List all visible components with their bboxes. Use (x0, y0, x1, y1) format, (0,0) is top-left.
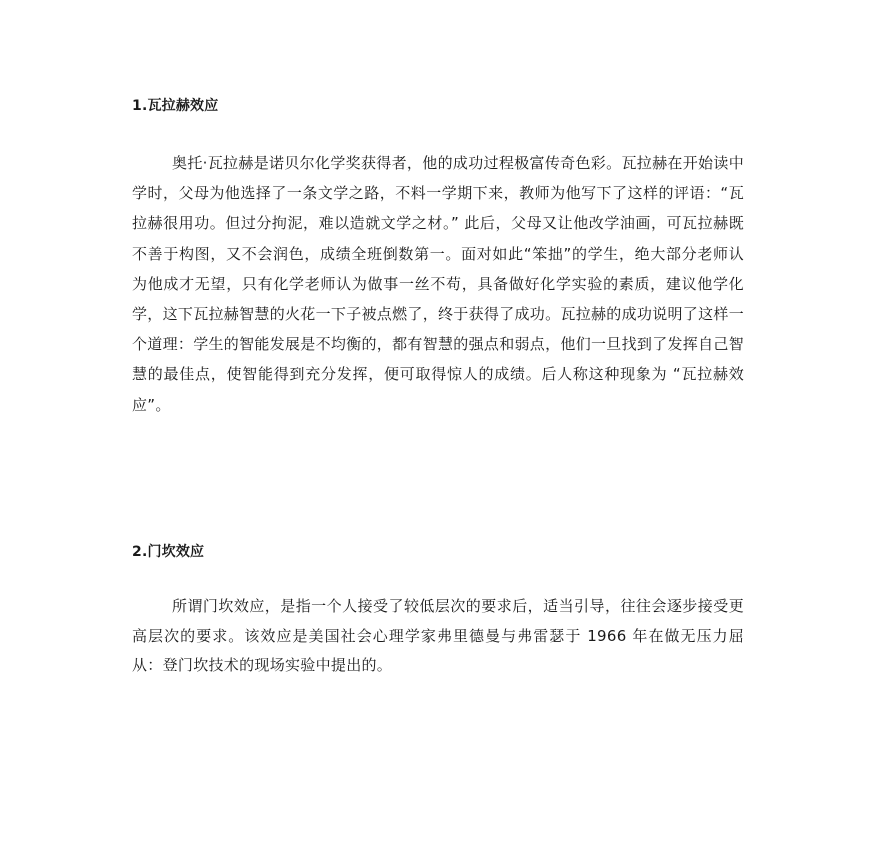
section-paragraph: 所谓门坎效应，是指一个人接受了较低层次的要求后，适当引导，往往会逐步接受更高层次的要求。该效应是美国社会心理学家弗里德曼与弗雷瑟于 1966 年在做无压力屈从：登门坎技术的现场实验中提出的。 (132, 597, 744, 674)
section-heading: 2.门坎效应 (132, 544, 205, 560)
section-heading: 1.瓦拉赫效应 (132, 98, 219, 114)
section-wallach-effect (132, 96, 744, 420)
section-foot-in-door-effect (132, 542, 744, 681)
section-paragraph: 奥托·瓦拉赫是诺贝尔化学奖获得者，他的成功过程极富传奇色彩。瓦拉赫在开始读中学时，父母为他选择了一条文学之路，不料一学期下来，教师为他写下了这样的评语：“瓦拉赫很用功。但过分拘泥，难以造就文学之材。” 此后，父母又让他改学油画，可瓦拉赫既不善于构图，又不会润色，成绩全班倒数第一。面对如此“笨拙”的学生，绝大部分老师认为他成才无望，只有化学老师认为做事一丝不苟，具备做好化学实验的素质，建议他学化学，这下瓦拉赫智慧的火花一下子被点燃了，终于获得了成功。瓦拉赫的成功说明了这样一个道理：学生的智能发展是不均衡的，都有智慧的强点和弱点，他们一旦找到了发挥自己智慧的最佳点，使智能得到充分发挥，便可取得惊人的成绩。后人称这种现象为 “瓦拉赫效应”。 (132, 154, 745, 414)
